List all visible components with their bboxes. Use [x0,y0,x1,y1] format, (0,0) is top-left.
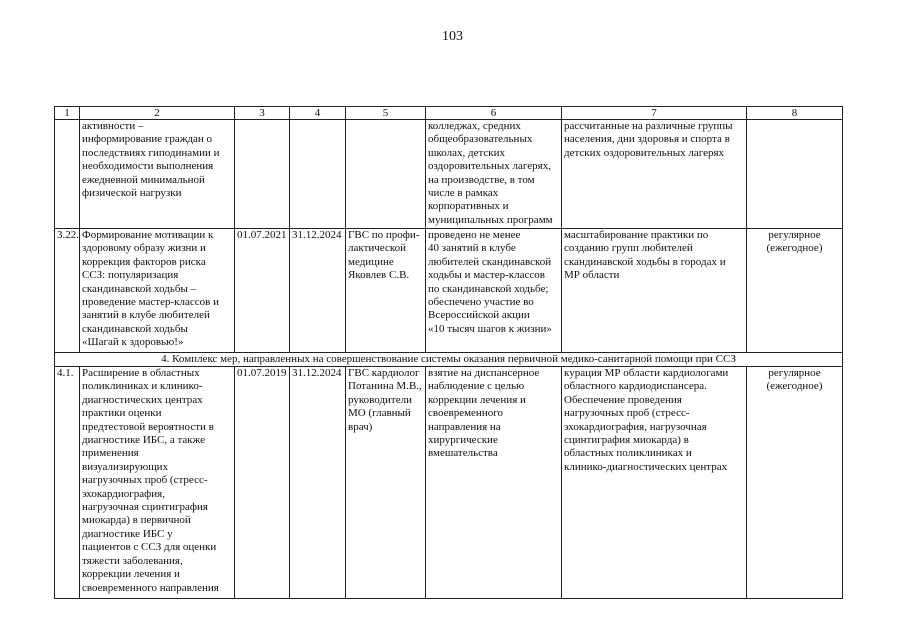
measure-description: Формирование мотивации к здоровому образу жизни и коррекция факторов риска ССЗ: популяризация скандинавской ходьбы – проведение мастер-классов и занятий в клубе любителей скандинавской ходьбы «Шагай к здоровью!» [80,229,235,353]
periodicity: регулярное (ежегодное) [747,229,843,353]
column-number-row [55,107,843,120]
start-date [235,120,290,229]
page-number: 103 [442,29,463,44]
measure-number: 3.22. [55,229,80,353]
end-date: 31.12.2024 [290,367,346,599]
column-number: 2 [80,107,235,120]
measures-table [54,106,843,599]
start-date: 01.07.2021 [235,229,290,353]
expected-result: рассчитанные на различные группы населения, дни здоровья и спорта в детских оздоровительных лагерях [562,120,747,229]
responsible: ГВС по профи- лактической медицине Яковлев С.В. [346,229,426,353]
column-number: 8 [747,107,843,120]
measure-number: 4.1. [55,367,80,599]
section-header-row [55,353,843,367]
column-number: 6 [426,107,562,120]
column-number: 1 [55,107,80,120]
end-date: 31.12.2024 [290,229,346,353]
expected-result: курация МР области кардиологами областного кардиодиспансера. Обеспечение проведения нагрузочных проб (стресс- эхокардиография, нагрузочная сцинтиграфия миокарда) в областных поликлиниках и клинико-диагностических центрах [562,367,747,599]
periodicity: регулярное (ежегодное) [747,367,843,599]
table-row [55,229,843,353]
table-row [55,120,843,229]
periodicity [747,120,843,229]
measure-description: активности – информирование граждан о последствиях гиподинамии и необходимости выполнения ежедневной минимальной физической нагрузки [80,120,235,229]
column-number: 5 [346,107,426,120]
column-number: 3 [235,107,290,120]
section-title: 4. Комплекс мер, направленных на совершенствование системы оказания первичной медико-санитарной помощи при ССЗ [55,353,843,367]
responsible [346,120,426,229]
measure-description: Расширение в областных поликлиниках и клинико- диагностических центрах практики оценки предтестовой вероятности в диагностике ИБС, а также применения визуализирующих нагрузочных проб (стресс- эхокардиография, нагрузочная сцинтиграфия миокарда) в первичной диагностике ИБС у пациентов с ССЗ для оценки тяжести заболевания, коррекции лечения и своевременного направления [80,367,235,599]
expected-result: масштабирование практики по созданию групп любителей скандинавской ходьбы в городах и МР области [562,229,747,353]
responsible: ГВС кардиолог Потанина М.В., руководители МО (главный врач) [346,367,426,599]
indicator: проведено не менее 40 занятий в клубе любителей скандинавской ходьбы и мастер-классов по скандинавской ходьбе; обеспечено участие во Всероссийской акции «10 тысяч шагов к жизни» [426,229,562,353]
end-date [290,120,346,229]
column-number: 4 [290,107,346,120]
measure-number [55,120,80,229]
table-row [55,367,843,599]
start-date: 01.07.2019 [235,367,290,599]
indicator: взятие на диспансерное наблюдение с целью коррекции лечения и своевременного направления на хирургические вмешательства [426,367,562,599]
column-number: 7 [562,107,747,120]
indicator: колледжах, средних общеобразовательных школах, детских оздоровительных лагерях, на производстве, в том числе в рамках корпоративных и муниципальных программ [426,120,562,229]
